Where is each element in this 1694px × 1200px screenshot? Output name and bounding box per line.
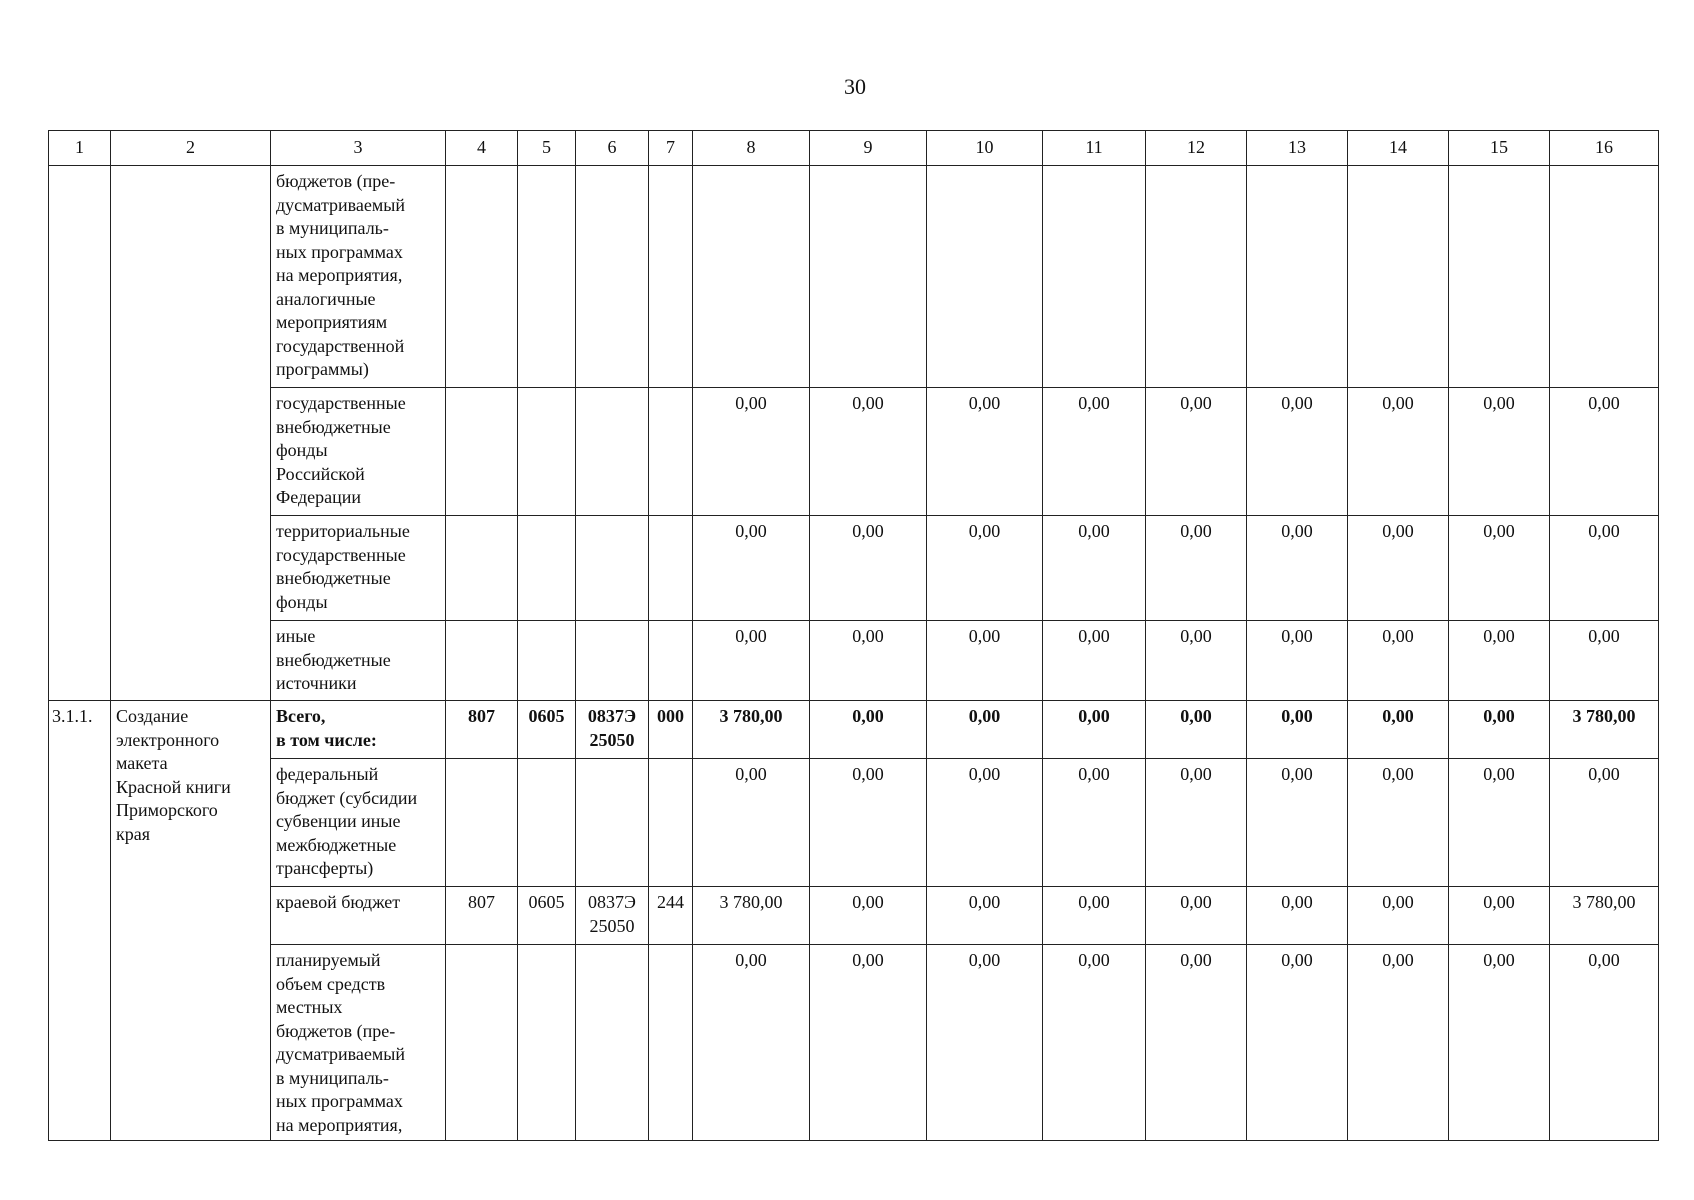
code-csr-cell <box>576 621 649 701</box>
table-row <box>49 701 1659 759</box>
amount-cell: 0,00 <box>1449 887 1550 945</box>
code-vr-cell <box>649 621 693 701</box>
amount-cell: 0,00 <box>693 945 810 1141</box>
amount-cell: 0,00 <box>810 516 927 621</box>
amount-cell: 0,00 <box>1146 388 1247 516</box>
amount-cell: 0,00 <box>1550 388 1659 516</box>
amount-cell: 0,00 <box>1043 945 1146 1141</box>
code-csr-cell: 0837Э 25050 <box>576 887 649 945</box>
amount-cell: 0,00 <box>693 388 810 516</box>
code-vr-cell: 000 <box>649 701 693 759</box>
code-rzpr-cell <box>518 621 576 701</box>
item-name-cell: Создание электронного макета Красной книги Приморского края <box>111 701 271 1141</box>
amount-cell: 0,00 <box>1449 388 1550 516</box>
code-csr-cell <box>576 388 649 516</box>
code-csr-cell <box>576 166 649 388</box>
funding-source-label: федеральный бюджет (субсидии субвенции иные межбюджетные трансферты) <box>271 759 446 887</box>
amount-cell <box>1247 166 1348 388</box>
code-grbs-cell <box>446 759 518 887</box>
code-rzpr-cell <box>518 166 576 388</box>
column-header: 9 <box>810 131 927 166</box>
column-header: 13 <box>1247 131 1348 166</box>
code-vr-cell <box>649 166 693 388</box>
amount-cell: 0,00 <box>927 945 1043 1141</box>
amount-cell <box>1348 166 1449 388</box>
amount-cell: 0,00 <box>693 621 810 701</box>
amount-cell: 0,00 <box>810 945 927 1141</box>
amount-cell: 0,00 <box>927 516 1043 621</box>
amount-cell: 0,00 <box>693 516 810 621</box>
code-vr-cell <box>649 388 693 516</box>
amount-cell: 0,00 <box>1146 701 1247 759</box>
code-grbs-cell <box>446 945 518 1141</box>
amount-cell: 0,00 <box>1449 516 1550 621</box>
item-number-cell <box>49 166 111 701</box>
table-row <box>49 388 1659 516</box>
table-row <box>49 166 1659 388</box>
column-header: 14 <box>1348 131 1449 166</box>
amount-cell: 0,00 <box>927 887 1043 945</box>
table-row <box>49 759 1659 887</box>
code-csr-cell <box>576 945 649 1141</box>
budget-table <box>48 130 1659 1141</box>
code-rzpr-cell: 0605 <box>518 701 576 759</box>
amount-cell <box>1550 166 1659 388</box>
amount-cell: 0,00 <box>810 621 927 701</box>
column-header: 11 <box>1043 131 1146 166</box>
amount-cell: 0,00 <box>1247 516 1348 621</box>
column-header: 8 <box>693 131 810 166</box>
table-row <box>49 945 1659 1141</box>
amount-cell <box>810 166 927 388</box>
code-grbs-cell <box>446 388 518 516</box>
column-header: 6 <box>576 131 649 166</box>
page-number: 30 <box>844 74 866 99</box>
table-row <box>49 516 1659 621</box>
amount-cell: 0,00 <box>1247 621 1348 701</box>
column-header: 2 <box>111 131 271 166</box>
amount-cell: 0,00 <box>1348 887 1449 945</box>
amount-cell: 3 780,00 <box>693 701 810 759</box>
column-header: 10 <box>927 131 1043 166</box>
amount-cell <box>1146 166 1247 388</box>
code-grbs-cell <box>446 166 518 388</box>
amount-cell: 0,00 <box>1550 945 1659 1141</box>
code-vr-cell <box>649 945 693 1141</box>
amount-cell: 3 780,00 <box>1550 701 1659 759</box>
column-header: 16 <box>1550 131 1659 166</box>
column-header: 4 <box>446 131 518 166</box>
code-grbs-cell: 807 <box>446 701 518 759</box>
amount-cell: 0,00 <box>693 759 810 887</box>
code-csr-cell <box>576 759 649 887</box>
amount-cell: 0,00 <box>927 621 1043 701</box>
amount-cell: 0,00 <box>810 388 927 516</box>
amount-cell: 0,00 <box>927 701 1043 759</box>
table-body <box>49 166 1659 1141</box>
funding-source-label: иные внебюджетные источники <box>271 621 446 701</box>
amount-cell: 0,00 <box>927 388 1043 516</box>
amount-cell: 0,00 <box>1043 516 1146 621</box>
amount-cell: 0,00 <box>1550 621 1659 701</box>
amount-cell: 0,00 <box>810 759 927 887</box>
amount-cell: 0,00 <box>1146 945 1247 1141</box>
funding-source-label: территориальные государственные внебюджетные фонды <box>271 516 446 621</box>
code-csr-cell: 0837Э 25050 <box>576 701 649 759</box>
column-header: 12 <box>1146 131 1247 166</box>
table-row <box>49 887 1659 945</box>
amount-cell: 0,00 <box>1247 701 1348 759</box>
column-header: 1 <box>49 131 111 166</box>
table-row <box>49 621 1659 701</box>
funding-source-label: краевой бюджет <box>271 887 446 945</box>
code-rzpr-cell: 0605 <box>518 887 576 945</box>
amount-cell: 0,00 <box>1449 621 1550 701</box>
funding-source-label: планируемый объем средств местных бюджетов (пре- дусматриваемый в муниципаль- ных программах на мероприятия, <box>271 945 446 1141</box>
amount-cell: 0,00 <box>927 759 1043 887</box>
code-vr-cell: 244 <box>649 887 693 945</box>
amount-cell: 0,00 <box>1146 621 1247 701</box>
amount-cell: 0,00 <box>1348 701 1449 759</box>
amount-cell <box>693 166 810 388</box>
amount-cell: 0,00 <box>1449 701 1550 759</box>
item-number-cell: 3.1.1. <box>49 701 111 1141</box>
column-header: 5 <box>518 131 576 166</box>
amount-cell: 0,00 <box>1449 759 1550 887</box>
column-header: 7 <box>649 131 693 166</box>
code-csr-cell <box>576 516 649 621</box>
amount-cell <box>1449 166 1550 388</box>
amount-cell <box>927 166 1043 388</box>
code-rzpr-cell <box>518 759 576 887</box>
amount-cell: 0,00 <box>1146 516 1247 621</box>
amount-cell: 0,00 <box>1043 388 1146 516</box>
code-grbs-cell: 807 <box>446 887 518 945</box>
funding-source-label: государственные внебюджетные фонды Российской Федерации <box>271 388 446 516</box>
code-grbs-cell <box>446 516 518 621</box>
amount-cell: 0,00 <box>1348 388 1449 516</box>
amount-cell: 0,00 <box>1449 945 1550 1141</box>
amount-cell: 0,00 <box>1043 887 1146 945</box>
amount-cell: 0,00 <box>1247 759 1348 887</box>
item-name-cell <box>111 166 271 701</box>
column-header: 3 <box>271 131 446 166</box>
amount-cell: 0,00 <box>1247 887 1348 945</box>
amount-cell: 0,00 <box>1146 887 1247 945</box>
funding-source-label: бюджетов (пре- дусматриваемый в муниципаль- ных программах на мероприятия, аналогичные мероприятиям государственной программы) <box>271 166 446 388</box>
amount-cell: 0,00 <box>1043 759 1146 887</box>
code-grbs-cell <box>446 621 518 701</box>
amount-cell: 3 780,00 <box>1550 887 1659 945</box>
amount-cell: 0,00 <box>1348 759 1449 887</box>
amount-cell: 0,00 <box>1550 516 1659 621</box>
amount-cell: 0,00 <box>1043 621 1146 701</box>
amount-cell: 0,00 <box>1247 945 1348 1141</box>
amount-cell: 0,00 <box>810 887 927 945</box>
amount-cell: 0,00 <box>1348 945 1449 1141</box>
amount-cell: 3 780,00 <box>693 887 810 945</box>
code-vr-cell <box>649 516 693 621</box>
amount-cell: 0,00 <box>1247 388 1348 516</box>
amount-cell: 0,00 <box>1146 759 1247 887</box>
code-rzpr-cell <box>518 516 576 621</box>
amount-cell: 0,00 <box>1348 621 1449 701</box>
amount-cell <box>1043 166 1146 388</box>
code-vr-cell <box>649 759 693 887</box>
header-row <box>49 131 1659 166</box>
amount-cell: 0,00 <box>1043 701 1146 759</box>
code-rzpr-cell <box>518 945 576 1141</box>
amount-cell: 0,00 <box>1348 516 1449 621</box>
amount-cell: 0,00 <box>810 701 927 759</box>
funding-source-label: Всего, в том числе: <box>271 701 446 759</box>
column-header: 15 <box>1449 131 1550 166</box>
amount-cell: 0,00 <box>1550 759 1659 887</box>
code-rzpr-cell <box>518 388 576 516</box>
